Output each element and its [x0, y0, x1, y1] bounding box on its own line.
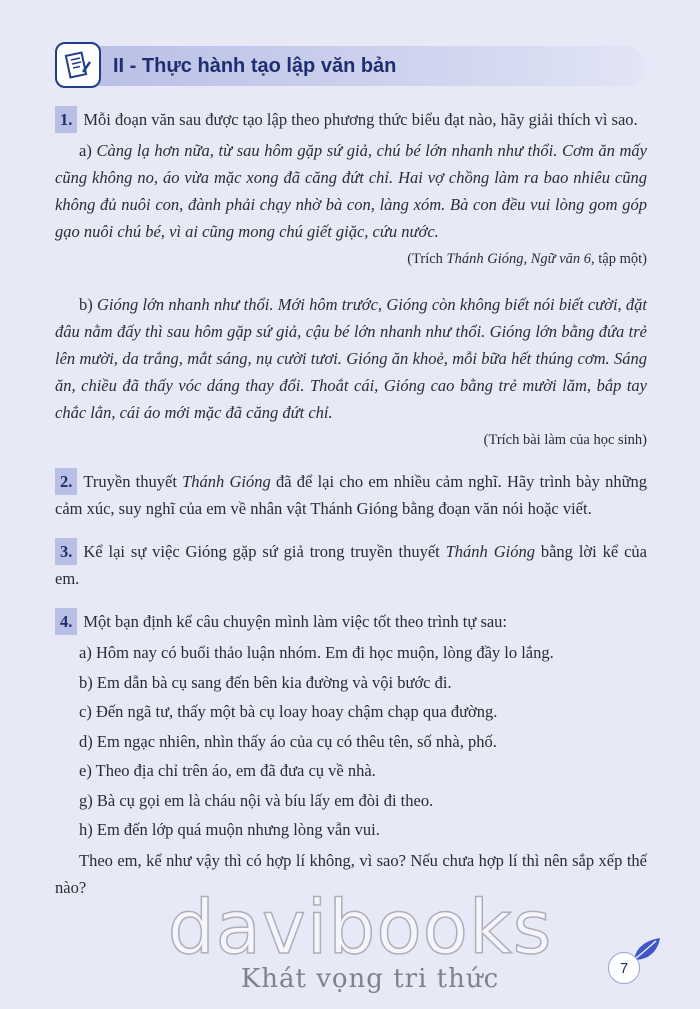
section-header-bar [95, 46, 645, 86]
exercise-content [55, 100, 647, 901]
question-text: Mỗi đoạn văn sau được tạo lập theo phương thức biểu đạt nào, hãy giải thích vì sao. [83, 110, 638, 129]
question-number: 4. [55, 608, 77, 635]
question-4 [55, 608, 647, 635]
source-suffix: , tập một) [591, 251, 647, 267]
story-title: Thánh Gióng [182, 472, 271, 491]
excerpt-label: a) [79, 141, 92, 160]
source-book: Ngữ văn 6 [530, 251, 592, 267]
question-text: Kể lại sự việc Gióng gặp sứ giả trong truyền thuyết [83, 542, 446, 561]
question-number: 2. [55, 468, 77, 495]
source-title: Thánh Gióng [446, 251, 524, 267]
excerpt-text: Gióng lớn nhanh như thổi. Mới hôm trước, Gióng còn không biết nói biết cười, đặt đâu nằm đấy thì sau hôm gặp sứ giả, cậu bé lớn nhanh như thổi. Gióng lớn bằng đứa trẻ lên mười, da trắng, mắt sáng, nụ cười tươi. Gióng ăn khoẻ, mỗi bữa hết thúng cơm. Sáng ăn, chiều đã thấy vóc dáng thay đổi. Thoắt cái, Gióng cao bằng trẻ mười lăm, bắp tay chắc lẳn, cái áo mới mặc đã căng đứt chỉ. [55, 295, 647, 422]
excerpt-label: b) [79, 295, 93, 314]
page-number: 7 [608, 952, 640, 984]
excerpt-b [55, 291, 647, 426]
source-separator: , [523, 251, 531, 267]
question-1 [55, 106, 647, 133]
question-text: bằng lời kể của em. [55, 542, 647, 588]
question-number: 3. [55, 538, 77, 565]
question-text: Một bạn định kể câu chuyện mình làm việc tốt theo trình tự sau: [83, 612, 508, 631]
list-item: d) Em ngạc nhiên, nhìn thấy áo của cụ có thêu tên, số nhà, phố. [79, 731, 497, 751]
event-list [55, 638, 647, 845]
question-text: Truyền thuyết [83, 472, 183, 491]
document-pencil-icon [55, 42, 101, 88]
excerpt-b-source: (Trích bài làm của học sinh) [483, 432, 647, 448]
watermark-tagline: Khát vọng tri thức [240, 964, 500, 994]
list-item: a) Hôm nay có buổi thảo luận nhóm. Em đi học muộn, lòng đầy lo lắng. [79, 643, 554, 662]
list-item: c) Đến ngã tư, thấy một bà cụ loay hoay chậm chạp qua đường. [79, 702, 498, 721]
excerpt-a [55, 137, 647, 245]
question-3 [55, 538, 647, 592]
question-2 [55, 468, 647, 522]
section-title: II - Thực hành tạo lập văn bản [113, 54, 397, 77]
list-item: g) Bà cụ gọi em là cháu nội và bíu lấy em đòi đi theo. [79, 790, 434, 810]
section-header [55, 42, 645, 92]
list-item: b) Em dẫn bà cụ sang đến bên kia đường và vội bước đi. [79, 672, 452, 692]
story-title: Thánh Gióng [445, 542, 535, 561]
closing-question: Theo em, kể như vậy thì có hợp lí không, vì sao? Nếu chưa hợp lí thì nên sắp xếp thế nào? [55, 850, 647, 897]
excerpt-text: Càng lạ hơn nữa, từ sau hôm gặp sứ giả, chú bé lớn nhanh như thổi. Cơm ăn mấy cũng không no, áo vừa mặc xong đã căng đứt chỉ. Hai vợ chồng làm ra bao nhiêu cũng không đủ nuôi con, đành phải chạy nhờ bà con, làng xóm. Bà con đều vui lòng gom góp gạo nuôi chú bé, vì ai cũng mong chú giết giặc, cứu nước. [55, 141, 647, 241]
question-number: 1. [55, 106, 77, 133]
source-prefix: (Trích [407, 251, 447, 267]
list-item: e) Theo địa chỉ trên áo, em đã đưa cụ về nhà. [79, 761, 376, 780]
watermark-logo: davibooks [167, 885, 553, 971]
excerpt-a-source [55, 247, 647, 271]
question-text: đã để lại cho em nhiều cảm nghĩ. Hãy trình bày những cảm xúc, suy nghĩ của em về nhân vật Thánh Gióng bằng đoạn văn nói hoặc viết. [55, 472, 648, 518]
list-item: h) Em đến lớp quá muộn nhưng lòng vẫn vui. [79, 820, 380, 839]
